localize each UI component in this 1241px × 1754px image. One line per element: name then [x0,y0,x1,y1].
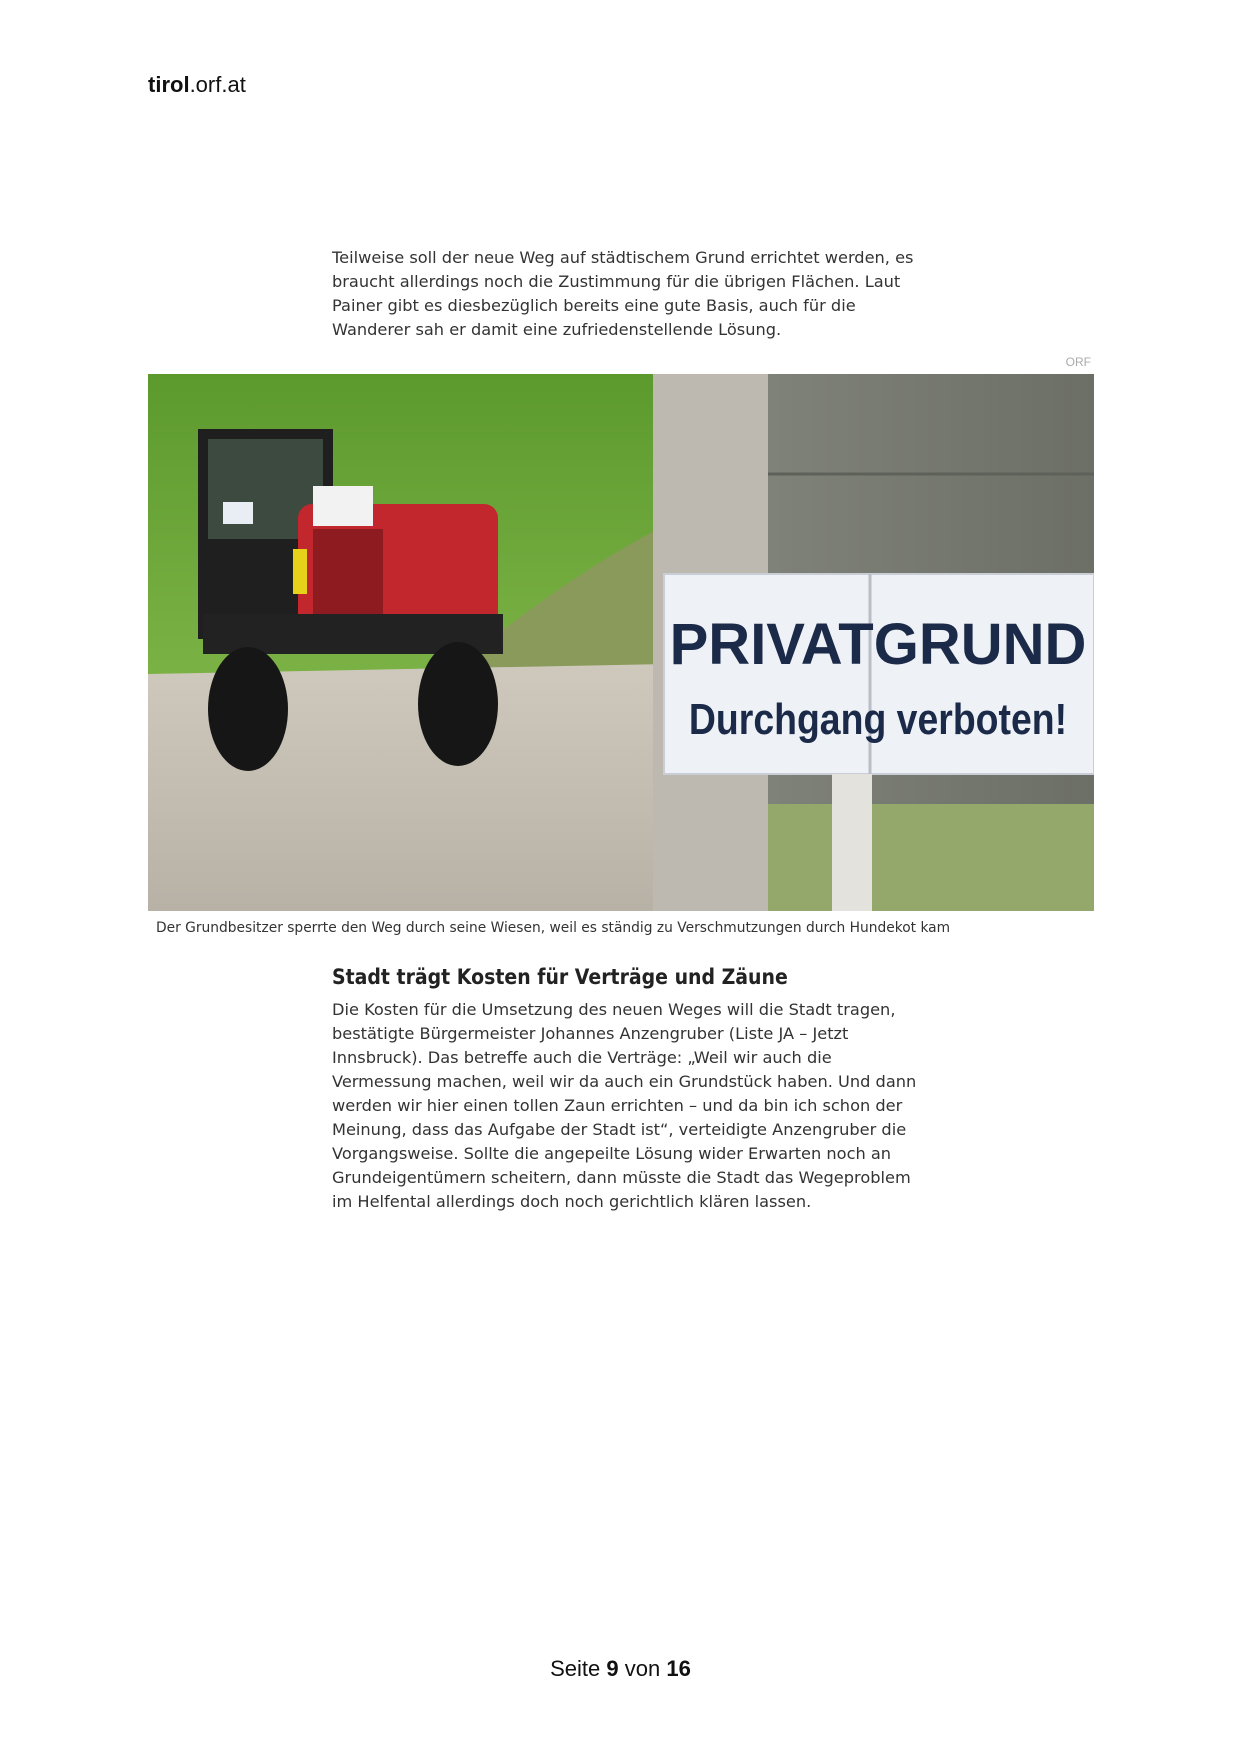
page-middle: von [624,1656,661,1681]
photo-illustration [148,374,1094,911]
site-name-bold: tirol [148,72,190,97]
site-logo[interactable] [148,72,246,98]
sign-text-line-2: Durchgang verboten! [688,694,1068,744]
total-pages: 16 [666,1656,691,1681]
photo-caption: Der Grundbesitzer sperrte den Weg durch seine Wiesen, weil es ständig zu Verschmutzungen durch Hundekot kam [156,920,951,936]
current-page: 9 [606,1656,619,1681]
article-paragraph-2: Die Kosten für die Umsetzung des neuen Weges will die Stadt tragen, bestätigte Bürgermeister Johannes Anzengruber (Liste JA – Jetzt Innsbruck). Das betreffe auch die Verträge: „Weil wir auch die Vermessung machen, weil wir da auch ein Grundstück haben. Und dann werden wir hier einen tollen Zaun errichten – und da bin ich schon der Meinung, dass das Aufgabe der Stadt ist“, verteidigte Anzengruber die Vorgangsweise. Sollte die angepeilte Lösung wider Erwarten noch an Grundeigentümern scheitern, dann müsste die Stadt das Wegeproblem im Helfental allerdings doch noch gerichtlich klären lassen. [332,1000,917,1211]
sign-text-line-1: PRIVATGRUND [669,612,1087,677]
section-heading: Stadt trägt Kosten für Verträge und Zäune [332,965,788,989]
article-photo [148,374,1094,911]
article-paragraph-1: Teilweise soll der neue Weg auf städtischem Grund errichtet werden, es braucht allerdings noch die Zustimmung für die übrigen Flächen. Laut Painer gibt es diesbezüglich bereits eine gute Basis, auch für die Wanderer sah er damit eine zufriedenstellende Lösung. [332,248,914,339]
page-prefix: Seite [550,1656,601,1681]
vegetation [768,804,1094,911]
site-name-domain: .orf.at [189,72,246,97]
page-number [0,1656,1241,1682]
photo-credit: ORF [1065,355,1091,369]
